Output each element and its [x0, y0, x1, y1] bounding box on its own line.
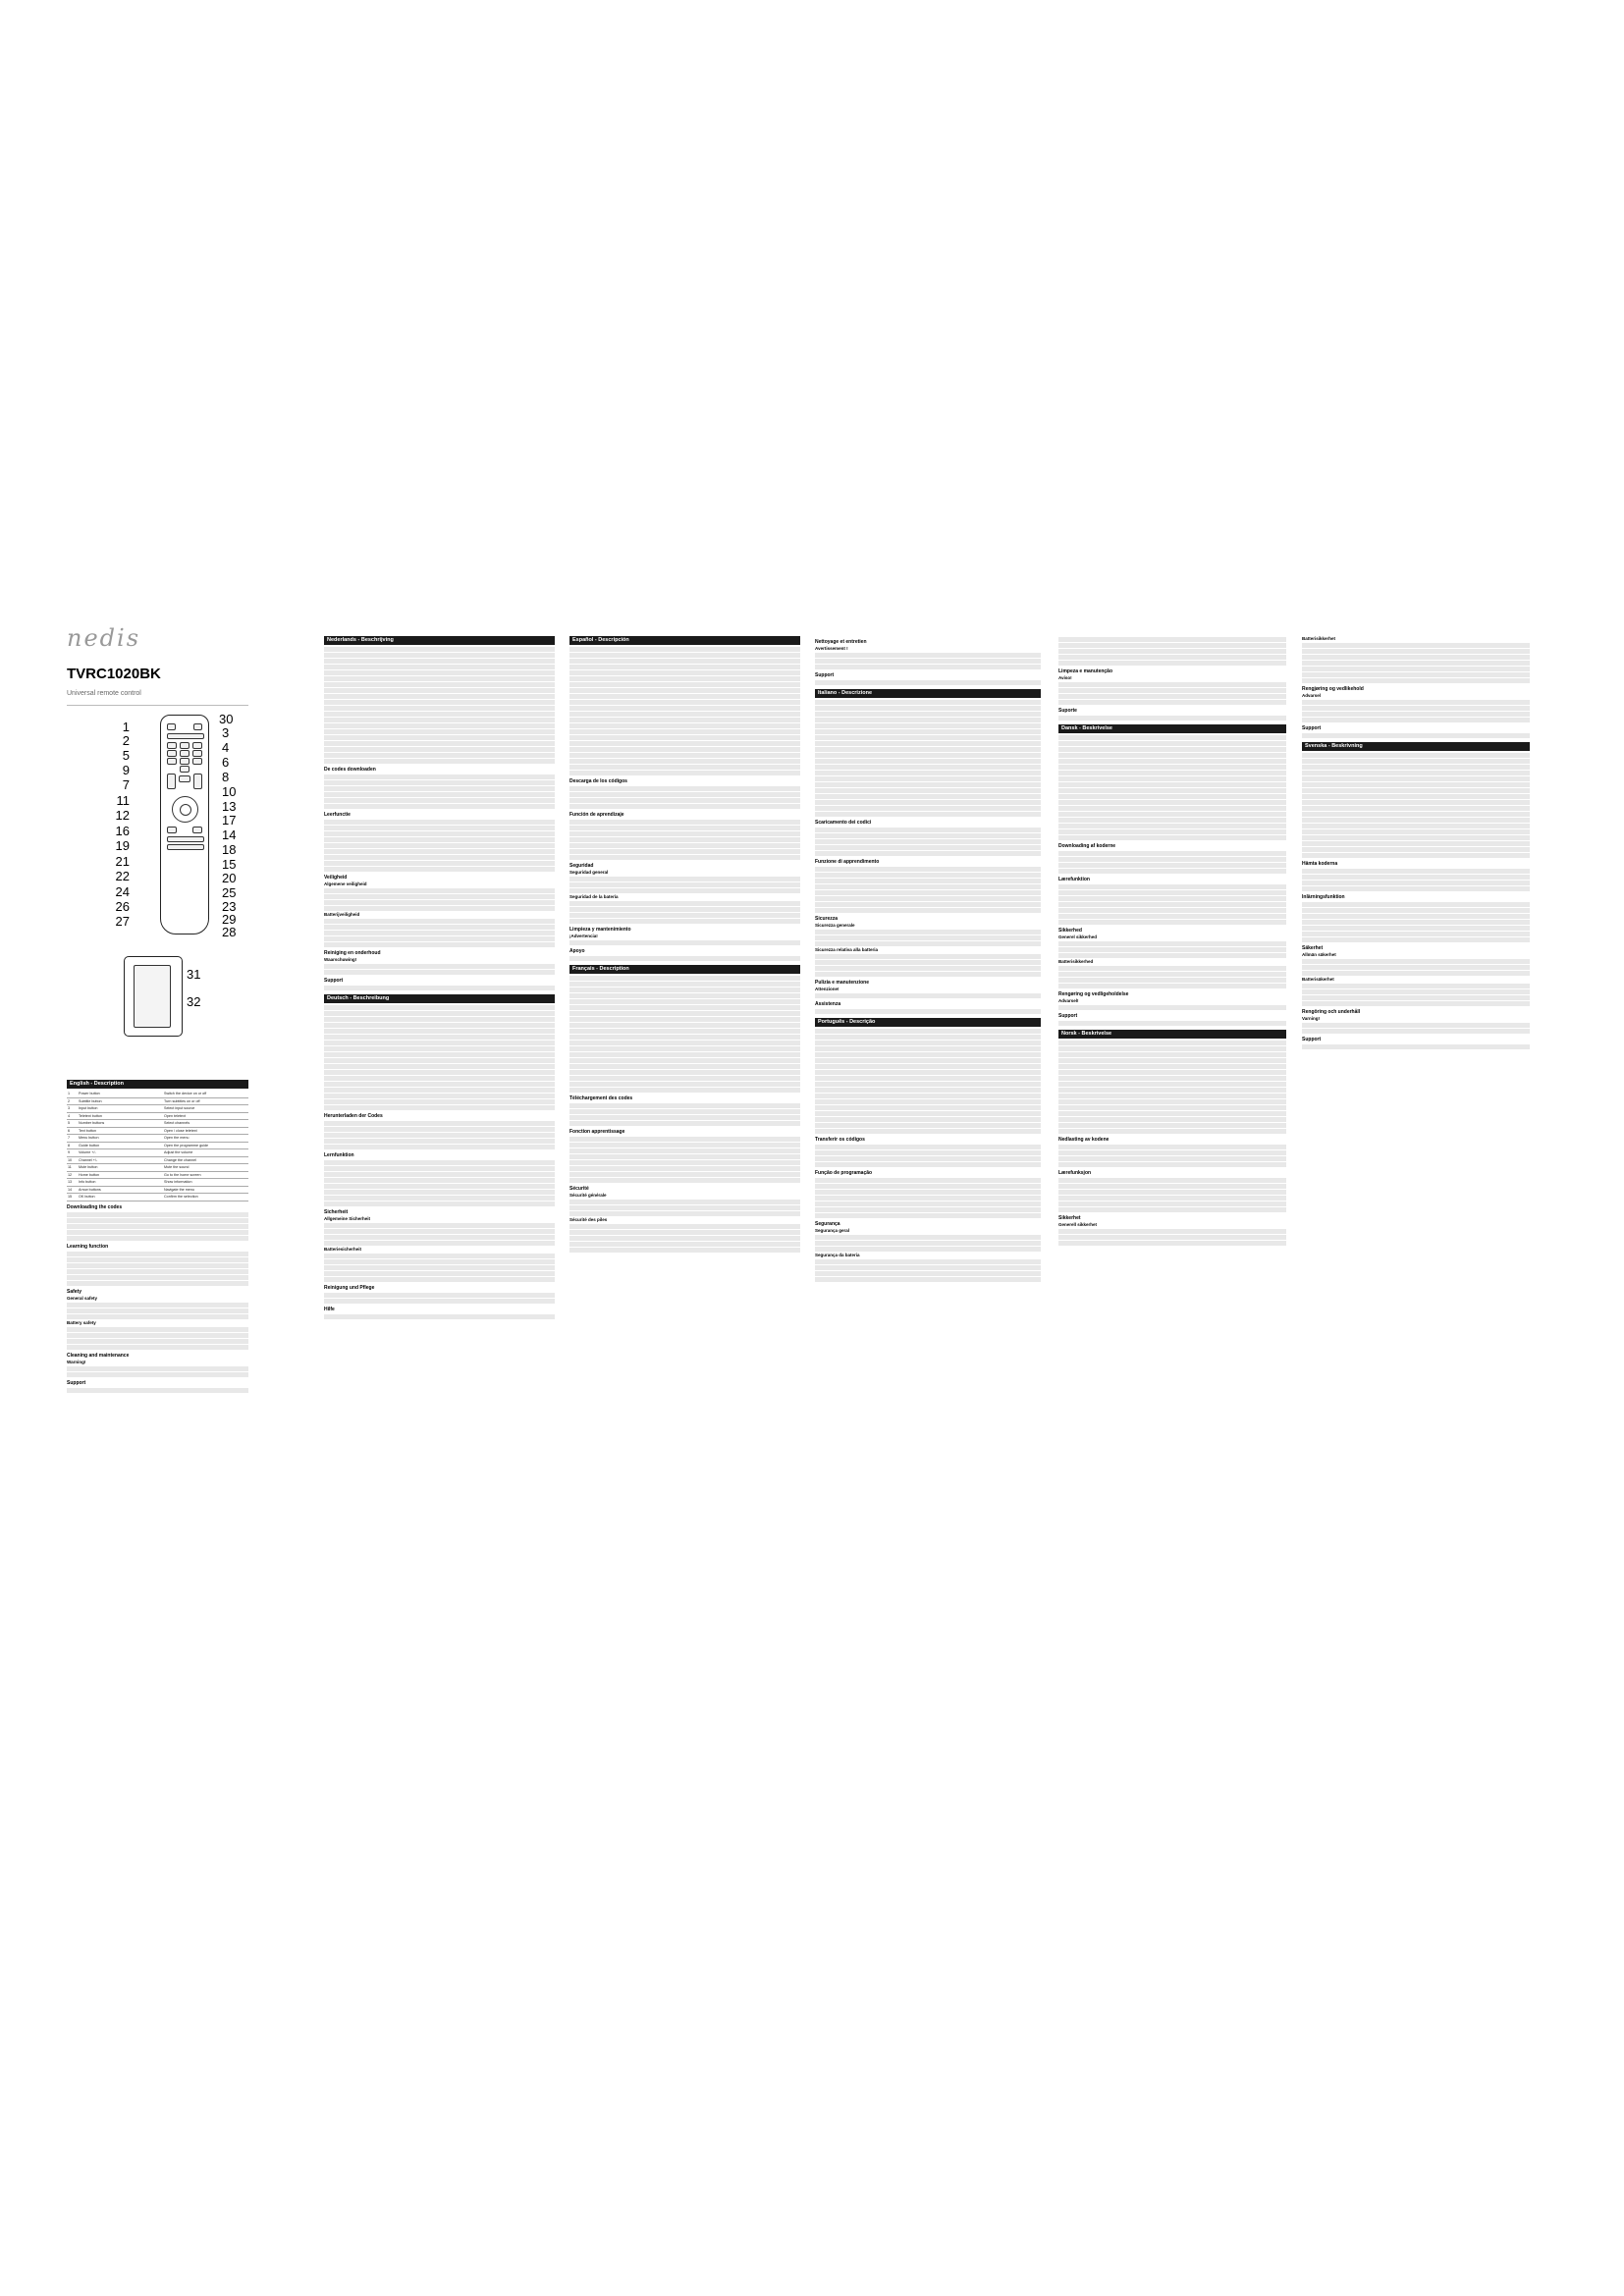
section-header-deutsch: Deutsch - Beschreibung: [324, 994, 555, 1003]
heading-general-da: Generel sikkerhed: [1058, 934, 1098, 939]
column-svenska: [1302, 636, 1530, 1050]
callout-12: 12: [115, 808, 130, 823]
callout-26: 26: [115, 899, 130, 914]
table-row: 3 Input button Select input source: [67, 1105, 248, 1113]
heading-learning-es: Función de aprendizaje: [569, 812, 624, 818]
mute-button-drawing: [179, 775, 190, 782]
heading-support-fr: Support: [815, 672, 835, 678]
heading-learning-nl: Leerfunctie: [324, 812, 351, 818]
table-row: 1 Power button Switch the device on or off: [67, 1091, 248, 1098]
heading-support-no: Support: [1302, 725, 1322, 731]
back-button-drawing: [167, 827, 177, 833]
section-header-english: English - Description: [67, 1080, 248, 1089]
heading-learning-pt: Função de programação: [815, 1170, 873, 1176]
callout-4: 4: [222, 740, 230, 755]
heading-safety-fr: Sécurité: [569, 1186, 589, 1192]
ok-button-drawing: [180, 804, 191, 816]
column-dansk-norsk: [1058, 636, 1286, 1247]
callout-13: 13: [222, 799, 237, 814]
heading-cleaning-sv: Rengöring och underhåll: [1302, 1009, 1361, 1015]
callout-22: 22: [115, 869, 130, 883]
callout-21: 21: [115, 854, 130, 869]
heading-support-nl: Support: [324, 978, 344, 984]
table-row: 12 Home button Go to the home screen: [67, 1172, 248, 1180]
heading-support-es: Apoyo: [569, 948, 585, 954]
table-row: 5 Number buttons Select channels: [67, 1120, 248, 1128]
callout-16: 16: [115, 824, 130, 838]
table-row: 15 OK button Confirm the selection: [67, 1194, 248, 1201]
heading-support-sv: Support: [1302, 1037, 1322, 1042]
callout-1: 1: [122, 720, 130, 734]
heading-learning-da: Lærefunktion: [1058, 877, 1090, 882]
divider: [67, 705, 248, 706]
heading-safety-de: Sicherheit: [324, 1209, 349, 1215]
heading-warning-nl: Waarschuwing!: [324, 957, 357, 962]
heading-support-it: Assistenza: [815, 1001, 841, 1007]
heading-general-sv: Allmän säkerhet: [1302, 952, 1336, 957]
heading-support: Support: [67, 1379, 86, 1386]
heading-learning-function: Learning function: [67, 1243, 109, 1250]
heading-support-de: Hilfe: [324, 1307, 335, 1312]
heading-download-es: Descarga de los códigos: [569, 778, 627, 784]
heading-cleaning-nl: Reiniging en onderhoud: [324, 950, 381, 956]
table-row: 8 Guide button Open the programme guide: [67, 1143, 248, 1150]
heading-general-safety: General safety: [67, 1295, 98, 1301]
key-9-drawing: [192, 758, 202, 765]
heading-learning-it: Funzione di apprendimento: [815, 859, 880, 865]
callout-31: 31: [187, 967, 201, 982]
key-6-drawing: [192, 750, 202, 757]
heading-safety-nl: Veiligheid: [324, 875, 348, 881]
section-header-espanol: Español - Descripción: [569, 636, 800, 645]
callout-7: 7: [122, 777, 130, 792]
heading-warning-pt: Aviso!: [1058, 675, 1072, 680]
heading-learning-sv: Inlärningsfunktion: [1302, 894, 1345, 900]
key-0-drawing: [180, 766, 189, 773]
heading-battery-safety: Battery safety: [67, 1319, 96, 1325]
key-3-drawing: [192, 742, 202, 749]
callout-17: 17: [222, 813, 237, 828]
heading-warning-es: ¡Advertencia!: [569, 934, 598, 938]
callout-6: 6: [222, 755, 230, 770]
column-nederlands-deutsch: [324, 636, 555, 1320]
dpad-drawing: [172, 796, 198, 823]
heading-warning: Warning!: [67, 1359, 86, 1364]
channel-rocker-drawing: [193, 774, 202, 789]
heading-general-fr: Sécurité générale: [569, 1193, 607, 1198]
model-title: TVRC1020BK: [67, 666, 161, 682]
deutsch-parts-table: [324, 1005, 555, 1110]
table-row: 9 Volume +/- Adjust the volume: [67, 1149, 248, 1157]
callout-15: 15: [222, 857, 237, 872]
heading-battery-nl: Batterijveiligheid: [324, 912, 360, 917]
nederlands-parts-table: [324, 647, 555, 764]
heading-support-da: Support: [1058, 1013, 1078, 1019]
heading-safety-da: Sikkerhed: [1058, 928, 1082, 934]
section-header-portugues: Português - Descrição: [815, 1018, 1041, 1027]
heading-cleaning-no: Rengjøring og vedlikehold: [1302, 686, 1364, 692]
section-header-dansk: Dansk - Beskrivelse: [1058, 724, 1286, 733]
table-row: 4 Teletext button Open teletext: [67, 1113, 248, 1121]
key-2-drawing: [180, 742, 189, 749]
english-parts-table: [67, 1091, 248, 1201]
heading-cleaning: Cleaning and maintenance: [67, 1352, 130, 1359]
callout-32: 32: [187, 994, 201, 1009]
callout-14: 14: [222, 828, 237, 842]
section-header-italiano: Italiano - Descrizione: [815, 689, 1041, 698]
heading-learning-fr: Fonction apprentissage: [569, 1129, 625, 1135]
heading-download-de: Herunterladen der Codes: [324, 1113, 383, 1119]
heading-safety-pt: Segurança: [815, 1221, 840, 1227]
callout-24: 24: [115, 884, 130, 899]
callout-8: 8: [222, 770, 230, 784]
heading-battery-es: Seguridad de la batería: [569, 894, 619, 899]
heading-safety-sv: Säkerhet: [1302, 945, 1324, 951]
column-italiano-portugues: [815, 636, 1041, 1283]
table-row: 7 Menu button Open the menu: [67, 1135, 248, 1143]
key-1-drawing: [167, 742, 177, 749]
media-buttons-drawing: [167, 844, 204, 850]
callout-29: 29: [222, 912, 237, 927]
heading-battery-de: Batteriesicherheit: [324, 1247, 362, 1252]
heading-battery-no: Batterisikkerhet: [1302, 636, 1336, 641]
battery-compartment-drawing: [124, 956, 183, 1037]
table-row: 11 Mute button Mute the sound: [67, 1164, 248, 1172]
input-button-drawing: [193, 723, 202, 730]
heading-download-sv: Hämta koderna: [1302, 861, 1338, 867]
heading-general-es: Seguridad general: [569, 870, 609, 875]
heading-support-pt: Suporte: [1058, 708, 1077, 714]
heading-general-nl: Algemene veiligheid: [324, 881, 367, 886]
callout-5: 5: [122, 748, 130, 763]
heading-safety: Safety: [67, 1288, 82, 1295]
power-button-drawing: [167, 723, 176, 730]
heading-general-de: Allgemeine Sicherheit: [324, 1216, 371, 1221]
callout-25: 25: [222, 885, 237, 900]
heading-warning-fr: Avertissement !: [815, 646, 848, 651]
heading-cleaning-pt: Limpeza e manutenção: [1058, 668, 1113, 674]
heading-warning-no: Advarsel: [1302, 693, 1322, 698]
heading-safety-es: Seguridad: [569, 863, 594, 869]
volume-rocker-drawing: [167, 774, 176, 789]
callout-18: 18: [222, 842, 237, 857]
key-5-drawing: [180, 750, 189, 757]
callout-9: 9: [122, 763, 130, 777]
heading-download-it: Scaricamento dei codici: [815, 820, 872, 826]
section-header-francais: Français - Description: [569, 965, 800, 974]
heading-learning-no: Lærefunksjon: [1058, 1170, 1092, 1176]
heading-cleaning-de: Reinigung und Pflege: [324, 1285, 375, 1291]
heading-battery-sv: Batterisäkerhet: [1302, 977, 1334, 982]
color-buttons-drawing: [167, 733, 204, 739]
callout-20: 20: [222, 871, 237, 885]
callout-28: 28: [222, 925, 237, 939]
remote-illustration: [67, 713, 253, 1135]
callout-27: 27: [115, 914, 130, 929]
heading-battery-pt: Segurança da bateria: [815, 1253, 860, 1257]
key-4-drawing: [167, 750, 177, 757]
heading-battery-it: Sicurezza relativa alla batteria: [815, 947, 879, 952]
callout-23: 23: [222, 899, 237, 914]
heading-download-fr: Téléchargement des codes: [569, 1095, 633, 1101]
section-header-svenska: Svenska - Beskrivning: [1302, 742, 1530, 751]
heading-download-da: Downloading af koderne: [1058, 843, 1116, 849]
heading-cleaning-it: Pulizia e manutenzione: [815, 980, 870, 986]
callout-2: 2: [122, 733, 130, 748]
remote-control-drawing: [160, 715, 209, 934]
heading-battery-fr: Sécurité des piles: [569, 1217, 608, 1222]
callout-10: 10: [222, 784, 237, 799]
heading-cleaning-da: Rengøring og vedligeholdelse: [1058, 991, 1129, 997]
heading-warning-sv: Varning!: [1302, 1016, 1321, 1021]
manual-sheet: [67, 624, 1559, 1677]
key-8-drawing: [180, 758, 189, 765]
heading-download-pt: Transferir os códigos: [815, 1137, 865, 1143]
heading-safety-it: Sicurezza: [815, 916, 839, 922]
table-row: 13 Info button Show information: [67, 1179, 248, 1187]
callout-19: 19: [115, 838, 130, 853]
heading-cleaning-es: Limpieza y mantenimiento: [569, 927, 631, 933]
heading-battery-da: Batterisikkerhed: [1058, 959, 1094, 964]
callout-30: 30: [219, 712, 234, 726]
heading-downloading-codes: Downloading the codes: [67, 1203, 123, 1210]
heading-warning-da: Advarsel!: [1058, 998, 1079, 1003]
heading-general-pt: Segurança geral: [815, 1228, 850, 1233]
heading-general-it: Sicurezza generale: [815, 923, 855, 928]
heading-learning-de: Lernfunktion: [324, 1152, 354, 1158]
heading-general-no: Generell sikkerhet: [1058, 1222, 1098, 1227]
section-header-nederlands: Nederlands - Beschrijving: [324, 636, 555, 645]
table-row: 10 Channel +/- Change the channel: [67, 1157, 248, 1165]
table-row: 2 Subtitle button Turn subtitles on or off: [67, 1098, 248, 1106]
table-row: 6 Text button Open / close teletext: [67, 1128, 248, 1136]
section-header-norsk: Norsk - Beskrivelse: [1058, 1030, 1286, 1039]
table-row: 14 Arrow buttons Navigate the menu: [67, 1187, 248, 1195]
key-7-drawing: [167, 758, 177, 765]
heading-safety-no: Sikkerhet: [1058, 1215, 1081, 1221]
brand-logo: nedis: [67, 624, 141, 652]
product-subtitle: Universal remote control: [67, 690, 141, 697]
callout-11: 11: [116, 793, 130, 808]
exit-button-drawing: [192, 827, 202, 833]
battery-drawing: [134, 965, 171, 1028]
column-espanol-francais: [569, 636, 800, 1254]
heading-warning-it: Attenzione!: [815, 987, 839, 991]
playback-buttons-drawing: [167, 836, 204, 842]
heading-download-nl: De codes downloaden: [324, 767, 376, 773]
heading-cleaning-fr: Nettoyage et entretien: [815, 639, 867, 645]
callout-3: 3: [222, 725, 230, 740]
heading-download-no: Nedlasting av kodene: [1058, 1137, 1110, 1143]
